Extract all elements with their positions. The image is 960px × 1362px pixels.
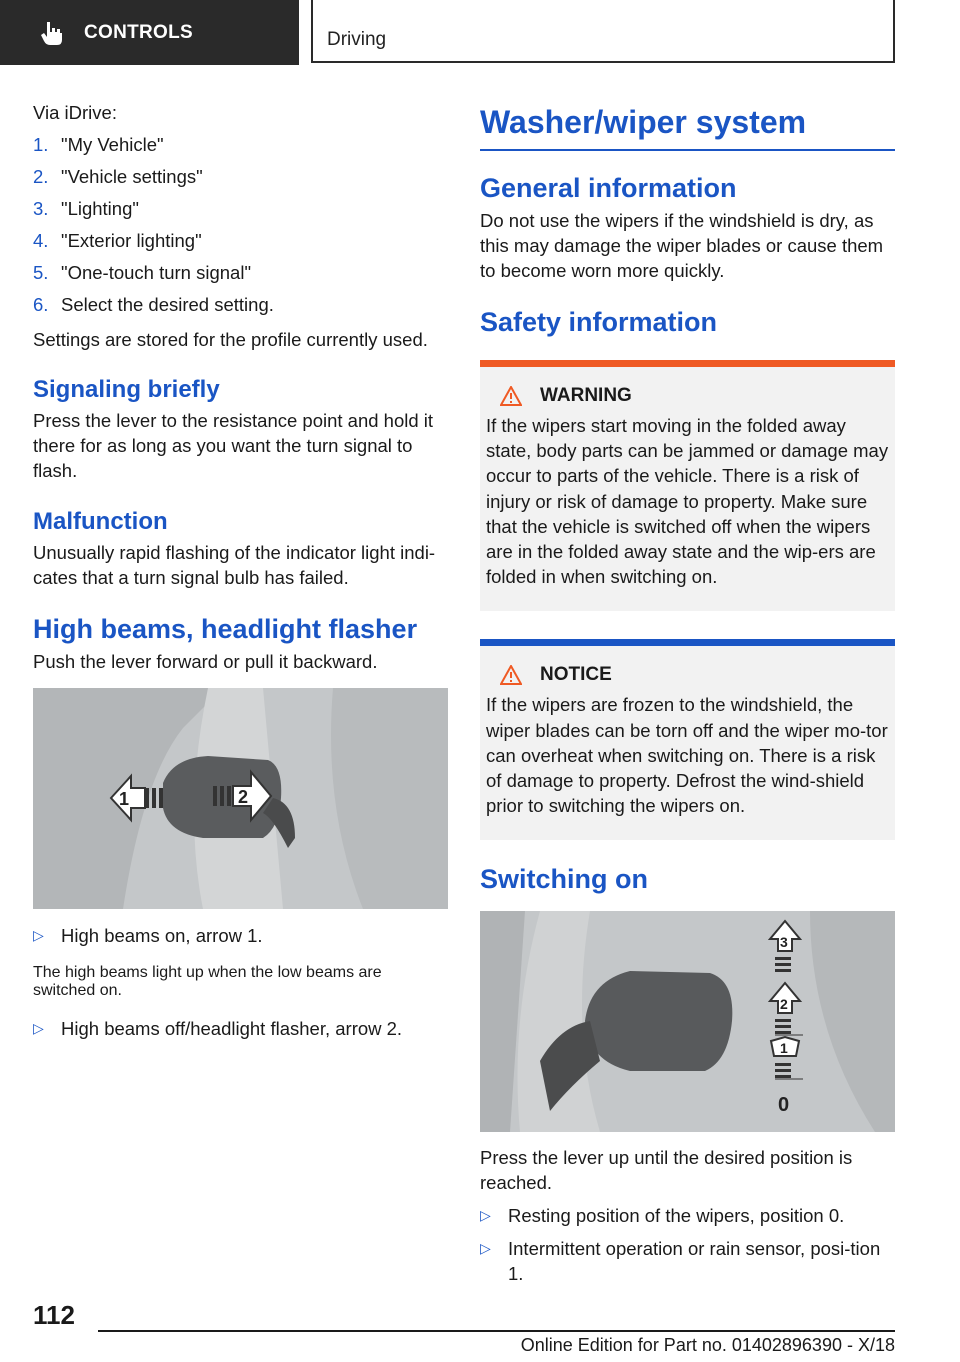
right-column bbox=[480, 104, 895, 1294]
arrow-label-2: 2 bbox=[238, 787, 249, 807]
list-item: 2. "Vehicle settings" bbox=[33, 166, 203, 187]
high-beams-heading: High beams, headlight flasher bbox=[33, 614, 418, 644]
notice-triangle-icon bbox=[500, 665, 522, 685]
safety-info-heading: Safety information bbox=[480, 307, 718, 337]
triangle-bullet-icon: ▷ bbox=[480, 1207, 491, 1224]
switching-on-heading: Switching on bbox=[480, 864, 648, 895]
footer-divider bbox=[98, 1330, 895, 1332]
general-info-heading: General information bbox=[480, 173, 737, 203]
list-item: ▷ High beams on, arrow 1. bbox=[33, 925, 263, 946]
warning-title: WARNING bbox=[500, 385, 889, 407]
warning-box bbox=[480, 360, 895, 611]
high-beams-subtext: The high beams light up when the low beams are switched on. bbox=[33, 964, 382, 999]
warning-triangle-icon bbox=[500, 386, 522, 406]
left-column bbox=[33, 100, 448, 1049]
hand-pointer-icon bbox=[38, 19, 66, 47]
arrow-label-1: 1 bbox=[119, 789, 130, 809]
section-tab bbox=[0, 0, 299, 65]
list-item: 5. "One-touch turn signal" bbox=[33, 262, 252, 283]
list-item: 1. "My Vehicle" bbox=[33, 134, 164, 155]
warning-text: If the wipers start moving in the folded away state, body parts can be jammed or damage may occur to parts of the vehicle. There is a risk of injury or risk of damage to property. Make sure that the vehicle is switched off when the wipers are in the folded away state and the wip-ers are folded in when switching on. bbox=[486, 415, 889, 588]
notice-title: NOTICE bbox=[500, 664, 889, 686]
settings-stored-note: Settings are stored for the profile currently used. bbox=[33, 329, 428, 350]
lever-illustration bbox=[33, 688, 448, 909]
signaling-text: Press the lever to the resistance point and hold it there for as long as you want the turn signal to flash. bbox=[33, 410, 434, 481]
list-item: ▷ Resting position of the wipers, position 0. bbox=[480, 1205, 845, 1227]
position-label-1: 1 bbox=[780, 1040, 788, 1057]
chapter-name: Driving bbox=[327, 29, 387, 50]
edition-note: Online Edition for Part no. 01402896390 - X/18 bbox=[520, 1335, 895, 1355]
signaling-heading: Signaling briefly bbox=[33, 376, 220, 403]
malfunction-heading: Malfunction bbox=[33, 508, 168, 535]
idrive-steps bbox=[33, 129, 448, 321]
wiper-lever-illustration bbox=[480, 911, 895, 1132]
high-beam-lever-figure bbox=[33, 688, 448, 909]
list-item: ▷ Intermittent operation or rain sensor, posi-tion 1. bbox=[480, 1238, 881, 1285]
switching-on-text: Press the lever up until the desired position is reached. bbox=[480, 1147, 853, 1194]
general-info-text: Do not use the wipers if the windshield is dry, as this may damage the wiper blades or cause them to become worn more quickly. bbox=[480, 210, 884, 281]
high-beams-bullets bbox=[33, 923, 448, 948]
page-number: 112 bbox=[33, 1300, 75, 1330]
switching-bullets bbox=[480, 1203, 895, 1286]
chapter-tab bbox=[311, 0, 895, 63]
triangle-bullet-icon: ▷ bbox=[33, 927, 44, 943]
list-item: 4. "Exterior lighting" bbox=[33, 230, 202, 251]
idrive-intro: Via iDrive: bbox=[33, 102, 117, 123]
washer-wiper-heading: Washer/wiper system bbox=[480, 104, 895, 151]
triangle-bullet-icon: ▷ bbox=[33, 1020, 44, 1036]
list-item: 6. Select the desired setting. bbox=[33, 294, 274, 315]
list-item: ▷ High beams off/headlight flasher, arrow 2. bbox=[33, 1018, 403, 1039]
section-name: CONTROLS bbox=[84, 21, 194, 43]
position-label-3: 3 bbox=[780, 934, 788, 951]
high-beams-bullets-2 bbox=[33, 1016, 448, 1041]
list-item: 3. "Lighting" bbox=[33, 198, 139, 219]
malfunction-text: Unusually rapid flashing of the indicator light indi-cates that a turn signal bulb has failed. bbox=[33, 542, 436, 588]
position-label-2: 2 bbox=[780, 996, 788, 1013]
notice-text: If the wipers are frozen to the windshield, the wiper blades can be torn off and the wiper mo-tor can overheat when switching on. There is a risk of damage to property. Defrost the wind-shield prior to switching the wipers on. bbox=[486, 694, 888, 817]
triangle-bullet-icon: ▷ bbox=[480, 1240, 491, 1257]
position-label-0: 0 bbox=[778, 1094, 790, 1117]
high-beams-text: Push the lever forward or pull it backward. bbox=[33, 651, 378, 672]
notice-box bbox=[480, 639, 895, 840]
wiper-lever-figure bbox=[480, 911, 895, 1132]
